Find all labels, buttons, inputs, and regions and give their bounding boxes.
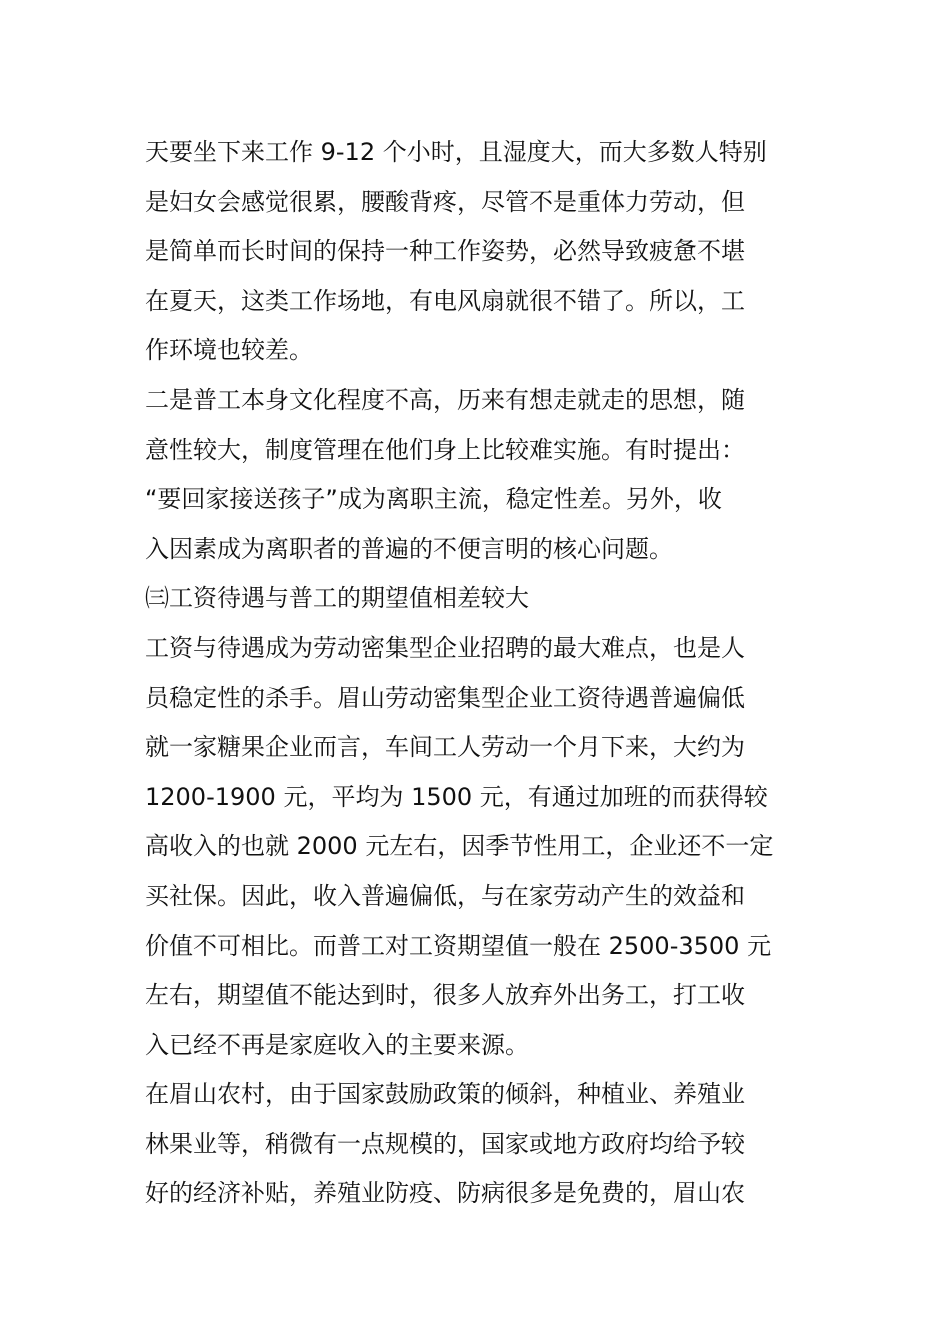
text-line: 在夏天，这类工作场地，有电风扇就很不错了。所以，工 (145, 286, 745, 315)
text-line: 作环境也较差。 (145, 336, 313, 365)
text-line: 就一家糖果企业而言，车间工人劳动一个月下来，大约为 (145, 733, 745, 762)
text-line: 入因素成为离职者的普遍的不便言明的核心问题。 (145, 534, 673, 563)
text-line: 员稳定性的杀手。眉山劳动密集型企业工资待遇普遍偏低 (145, 683, 745, 712)
text-line: 意性较大，制度管理在他们身上比较难实施。有时提出： (145, 435, 745, 464)
text-line: 是简单而长时间的保持一种工作姿势，必然导致疲惫不堪 (145, 237, 745, 266)
text-line: 左右，期望值不能达到时，很多人放弃外出务工，打工收 (145, 981, 745, 1010)
text-line: 天要坐下来工作 9-12 个小时，且湿度大，而大多数人特别 (145, 138, 767, 166)
text-line: 是妇女会感觉很累，腰酸背疼，尽管不是重体力劳动，但 (145, 187, 745, 216)
text-line: 在眉山农村，由于国家鼓励政策的倾斜，种植业、养殖业 (145, 1080, 745, 1109)
text-line: 好的经济补贴，养殖业防疫、防病很多是免费的，眉山农 (145, 1179, 745, 1208)
text-line: 高收入的也就 2000 元左右，因季节性用工，企业还不一定 (145, 832, 774, 861)
document-body-text (145, 128, 815, 1219)
text-line: 二是普工本身文化程度不高，历来有想走就走的思想，随 (145, 385, 745, 414)
text-line: “要回家接送孩子”成为离职主流，稳定性差。另外，收 (145, 485, 722, 514)
text-line: 价值不可相比。而普工对工资期望值一般在 2500-3500 元 (145, 931, 772, 960)
text-line: 买社保。因此，收入普遍偏低，与在家劳动产生的效益和 (145, 881, 745, 910)
text-line: 工资与待遇成为劳动密集型企业招聘的最大难点，也是人 (145, 633, 745, 662)
text-line: 入已经不再是家庭收入的主要来源。 (145, 1030, 529, 1059)
section-heading: ㈢工资待遇与普工的期望值相差较大 (145, 584, 529, 613)
text-line: 1200-1900 元，平均为 1500 元，有通过加班的而获得较 (145, 782, 768, 811)
text-line: 林果业等，稍微有一点规模的，国家或地方政府均给予较 (145, 1129, 745, 1158)
